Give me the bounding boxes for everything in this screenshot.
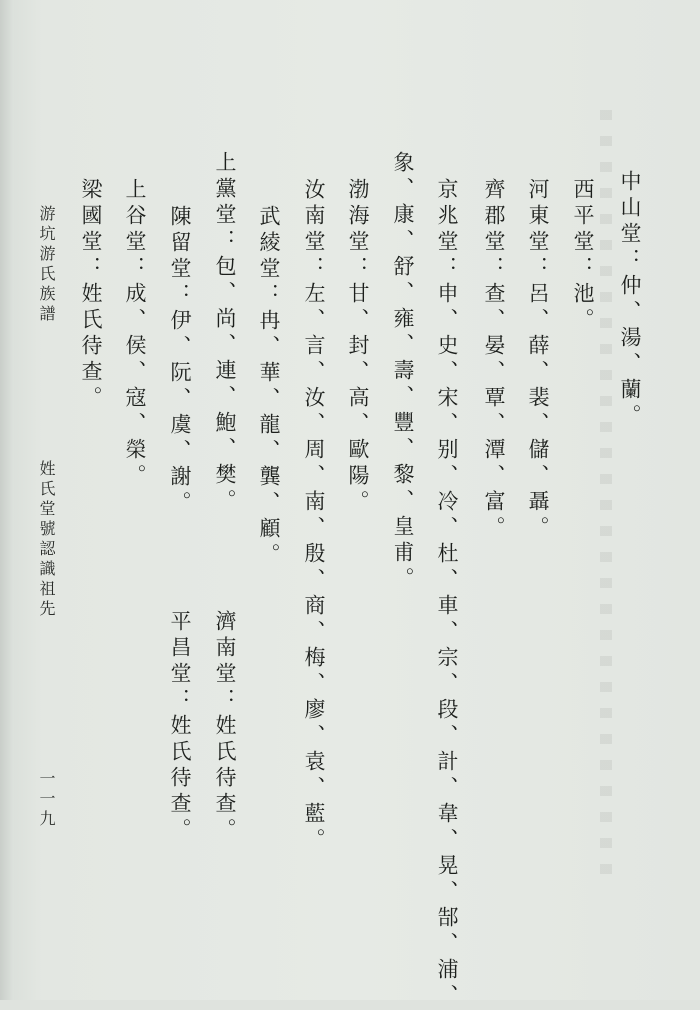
section-title: 姓氏堂號認識祖先 [37, 460, 56, 620]
entry-hedong: 河東堂：呂、薛、裴、儲、聶。 [526, 178, 550, 542]
entry-liangguo: 梁國堂：姓氏待查。 [79, 178, 103, 412]
page-number: 一一九 [37, 770, 56, 830]
entry-jingzhao-cont: 象、康、舒、雍、壽、豐、黎、皇甫。 [391, 151, 415, 593]
entry-wuling: 武綾堂：冉、華、龍、龔、顧。 [257, 205, 281, 569]
entry-bohai: 渤海堂：甘、封、高、歐陽。 [346, 178, 370, 516]
entry-shangdang: 上黨堂：包、尚、連、鮑、樊。 [213, 151, 237, 515]
entry-jinan: 濟南堂：姓氏待查。 [213, 610, 237, 844]
bleed-through-texture [600, 110, 612, 890]
entry-shanggu: 上谷堂：成、侯、寇、榮。 [123, 178, 147, 490]
entry-runan: 汝南堂：左、言、汝、周、南、殷、商、梅、廖、袁、藍。 [302, 178, 326, 854]
page-gutter [0, 0, 14, 1000]
entry-qijun: 齊郡堂：查、晏、覃、潭、富。 [482, 178, 506, 542]
entry-pingchang: 平昌堂：姓氏待查。 [168, 610, 192, 844]
entry-xiping: 西平堂：池。 [571, 178, 595, 334]
entry-jingzhao: 京兆堂：申、史、宋、别、冷、杜、車、宗、段、計、韋、晃、郜、浦、 [435, 178, 459, 1010]
entry-zhongshan: 中山堂：仲、湯、蘭。 [618, 170, 642, 430]
entry-chenliu: 陳留堂：伊、阮、虞、謝。 [168, 205, 192, 517]
book-title: 游坑游氏族譜 [37, 205, 56, 325]
